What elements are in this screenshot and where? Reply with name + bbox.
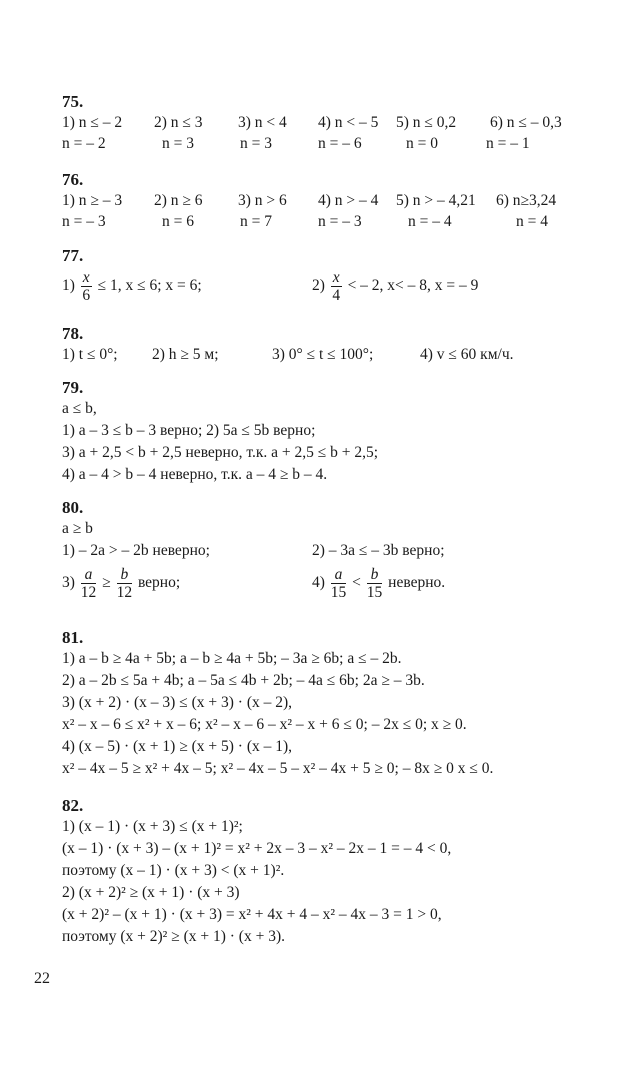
solution-line: 2) a – 2b ≤ 5a + 4b; a – 5a ≤ 4b + 2b; – 4a ≤ 6b; 2a ≥ – 3b.: [62, 672, 425, 689]
numerator: a: [81, 566, 97, 584]
solution-line: 1) (x – 1) · (x + 3) ≤ (x + 1)²;: [62, 818, 243, 835]
answer-cell: n = 7: [240, 213, 272, 230]
solution-line: 4) (x – 5) · (x + 1) ≥ (x + 5) · (x – 1),: [62, 738, 293, 755]
solution-line: (x – 1) · (x + 3) – (x + 1)² = x² + 2x – 3 – x² – 2x – 1 = – 4 < 0,: [62, 840, 452, 857]
answer-text: < – 2, x< – 8, x = – 9: [347, 277, 479, 294]
numerator: b: [367, 566, 383, 584]
numerator: a: [331, 566, 347, 584]
answer-cell: n = 4: [516, 213, 548, 230]
solution-line: 1) a – b ≥ 4a + 5b; a – b ≥ 4a + 5b; – 3a ≥ 6b; a ≤ – 2b.: [62, 650, 402, 667]
problem-77: [62, 246, 602, 306]
fraction: [81, 566, 97, 601]
problem-number: 78.: [62, 324, 84, 343]
answer-cell: 6) n ≤ – 0,3: [490, 114, 562, 131]
answer-cell: 3) n < 4: [238, 114, 287, 131]
solution-line: поэтому (x + 2)² ≥ (x + 1) · (x + 3).: [62, 928, 285, 945]
answer-cell: 4) n > – 4: [318, 192, 379, 209]
problem-78: [62, 324, 602, 365]
problem-number: 80.: [62, 498, 84, 517]
answer-cell: 2) h ≥ 5 м;: [152, 346, 219, 363]
answer-4: [312, 563, 445, 603]
problem-80: [62, 498, 602, 603]
solution-line: 3) a + 2,5 < b + 2,5 неверно, т.к. a + 2,5 ≤ b + 2,5;: [62, 444, 379, 461]
problem-number: 75.: [62, 92, 84, 111]
relation-sign: <: [352, 574, 361, 591]
solution-line: 3) (x + 2) · (x – 3) ≤ (x + 3) · (x – 2),: [62, 694, 293, 711]
answer-text: ≤ 1, x ≤ 6; x = 6;: [97, 277, 202, 294]
denominator: 15: [366, 583, 383, 601]
answer-cell: 4) v ≤ 60 км/ч.: [420, 346, 514, 363]
answer-cell: n = 0: [406, 135, 438, 152]
fraction: [367, 566, 383, 601]
answer-text: неверно.: [388, 574, 446, 591]
problem-76: [62, 170, 602, 232]
answer-cell: 5) n > – 4,21: [396, 192, 476, 209]
answer-cell: n = – 3: [62, 213, 106, 230]
denominator: 12: [116, 583, 133, 601]
numerator: x: [82, 268, 90, 286]
fraction-row: [62, 266, 602, 306]
solution-line: 1) a – 3 ≤ b – 3 верно; 2) 5a ≤ 5b верно;: [62, 422, 316, 439]
denominator: 6: [82, 286, 91, 304]
answer-cell: 4) n < – 5: [318, 114, 379, 131]
answer-row: [62, 540, 602, 561]
answer-cell: 5) n ≤ 0,2: [396, 114, 457, 131]
answer-cell: n = – 4: [408, 213, 452, 230]
fraction: [331, 566, 347, 601]
answer-row: [62, 112, 602, 133]
answer-cell: 2) n ≥ 6: [154, 192, 203, 209]
answer-3: [62, 563, 180, 603]
denominator: 12: [80, 583, 97, 601]
answer-cell: 3) 0° ≤ t ≤ 100°;: [272, 346, 374, 363]
problem-82: [62, 796, 602, 948]
fraction: [117, 566, 133, 601]
solution-line: 4) a – 4 > b – 4 неверно, т.к. a – 4 ≥ b – 4.: [62, 466, 328, 483]
problem-75: [62, 92, 602, 154]
answer-cell: 1) t ≤ 0°;: [62, 346, 118, 363]
problem-number: 76.: [62, 170, 84, 189]
answer-cell: 3) n > 6: [238, 192, 287, 209]
answer-row: [62, 344, 602, 365]
relation-sign: ≥: [102, 574, 111, 591]
answer-cell: 1) – 2a > – 2b неверно;: [62, 542, 210, 559]
fraction-row: [62, 563, 602, 603]
answer-row: [62, 190, 602, 211]
problem-number: 82.: [62, 796, 84, 815]
fraction: [331, 269, 342, 304]
answer-cell: n = – 3: [318, 213, 362, 230]
answer-row: [62, 133, 602, 154]
item-label: 2): [312, 277, 325, 294]
answer-cell: 6) n≥3,24: [496, 192, 557, 209]
answer-cell: 2) n ≤ 3: [154, 114, 203, 131]
fraction: [81, 269, 92, 304]
answer-row: [62, 211, 602, 232]
answer-cell: 1) n ≤ – 2: [62, 114, 123, 131]
problem-number: 81.: [62, 628, 84, 647]
problem-79: [62, 378, 602, 486]
solution-line: 2) (x + 2)² ≥ (x + 1) · (x + 3): [62, 884, 240, 901]
numerator: b: [117, 566, 133, 584]
answer-1: [62, 266, 202, 306]
denominator: 4: [332, 286, 341, 304]
answer-cell: 2) – 3a ≤ – 3b верно;: [312, 542, 445, 559]
solution-line: x² – 4x – 5 ≥ x² + 4x – 5; x² – 4x – 5 – x² – 4x + 5 ≥ 0; – 8x ≥ 0 x ≤ 0.: [62, 760, 494, 777]
problem-81: [62, 628, 602, 780]
answer-cell: n = – 1: [486, 135, 530, 152]
item-label: 3): [62, 574, 75, 591]
answer-cell: n = – 6: [318, 135, 362, 152]
item-label: 1): [62, 277, 75, 294]
solution-line: a ≥ b: [62, 520, 93, 537]
answer-cell: n = 6: [162, 213, 194, 230]
denominator: 15: [330, 583, 347, 601]
answer-cell: n = 3: [162, 135, 194, 152]
numerator: x: [332, 268, 340, 286]
answer-cell: n = 3: [240, 135, 272, 152]
solution-line: поэтому (x – 1) · (x + 3) < (x + 1)².: [62, 862, 285, 879]
solution-line: a ≤ b,: [62, 400, 97, 417]
page-number: 22: [34, 970, 50, 987]
problem-number: 77.: [62, 246, 84, 265]
item-label: 4): [312, 574, 325, 591]
problem-number: 79.: [62, 378, 84, 397]
answer-2: [312, 266, 478, 306]
solution-line: x² – x – 6 ≤ x² + x – 6; x² – x – 6 – x² – x + 6 ≤ 0; – 2x ≤ 0; x ≥ 0.: [62, 716, 467, 733]
answer-text: верно;: [137, 574, 181, 591]
answer-cell: n = – 2: [62, 135, 106, 152]
solution-line: (x + 2)² – (x + 1) · (x + 3) = x² + 4x + 4 – x² – 4x – 3 = 1 > 0,: [62, 906, 442, 923]
answer-cell: 1) n ≥ – 3: [62, 192, 123, 209]
